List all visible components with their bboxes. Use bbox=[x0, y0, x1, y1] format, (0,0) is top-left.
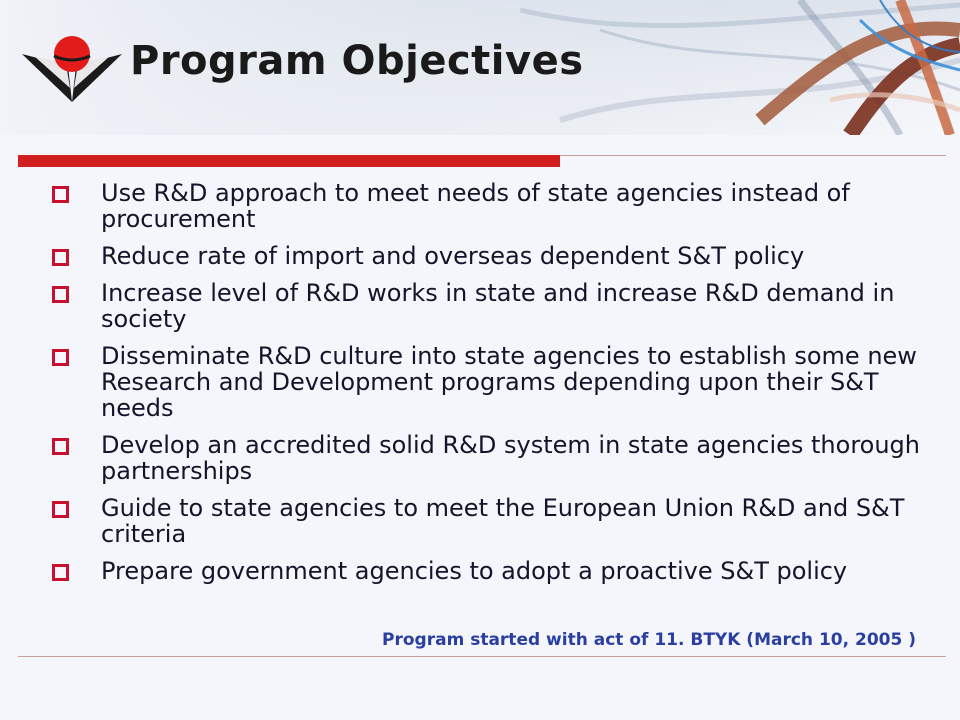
bullet-text: Increase level of R&D works in state and increase R&D demand in society bbox=[101, 279, 895, 333]
tubitak-logo-icon bbox=[20, 34, 124, 104]
list-item bbox=[50, 280, 930, 332]
hollow-square-bullet-icon bbox=[52, 438, 69, 455]
hollow-square-bullet-icon bbox=[52, 501, 69, 518]
header-divider-line bbox=[560, 155, 946, 156]
list-item bbox=[50, 243, 930, 269]
program-start-note: Program started with act of 11. BTYK (March 10, 2005 ) bbox=[382, 630, 916, 650]
bullet-text: Reduce rate of import and overseas dependent S&T policy bbox=[101, 242, 805, 270]
footer-divider-line bbox=[18, 656, 946, 657]
bullet-text: Use R&D approach to meet needs of state agencies instead of procurement bbox=[101, 179, 850, 233]
slide-title: Program Objectives bbox=[130, 38, 584, 84]
slide-header bbox=[0, 0, 960, 135]
list-item bbox=[50, 432, 930, 484]
list-item bbox=[50, 558, 930, 584]
list-item bbox=[50, 343, 930, 421]
bullet-text: Prepare government agencies to adopt a proactive S&T policy bbox=[101, 557, 848, 585]
accent-red-bar bbox=[18, 155, 560, 167]
list-item bbox=[50, 180, 930, 232]
hollow-square-bullet-icon bbox=[52, 249, 69, 266]
bullet-text: Guide to state agencies to meet the European Union R&D and S&T criteria bbox=[101, 494, 905, 548]
hollow-square-bullet-icon bbox=[52, 186, 69, 203]
hollow-square-bullet-icon bbox=[52, 349, 69, 366]
hollow-square-bullet-icon bbox=[52, 564, 69, 581]
bullet-text: Disseminate R&D culture into state agencies to establish some new Research and Development programs depending upon their S&T needs bbox=[101, 342, 917, 422]
hollow-square-bullet-icon bbox=[52, 286, 69, 303]
bullet-text: Develop an accredited solid R&D system in state agencies thorough partnerships bbox=[101, 431, 920, 485]
list-item bbox=[50, 495, 930, 547]
objectives-list bbox=[50, 180, 930, 595]
